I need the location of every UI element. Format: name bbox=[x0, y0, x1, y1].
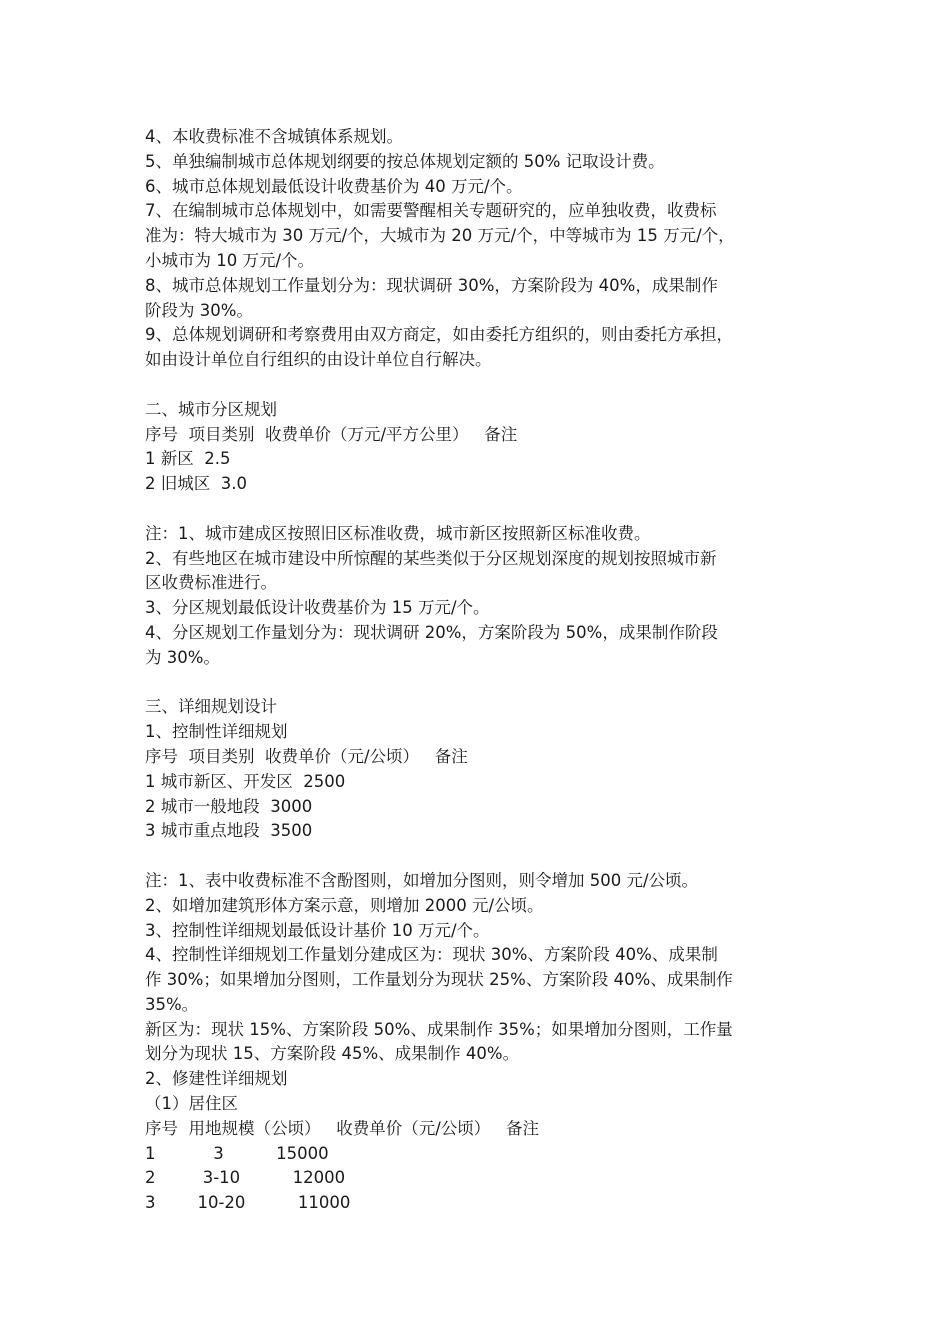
text-line: 准为：特大城市为 30 万元/个，大城市为 20 万元/个，中等城市为 15 万元/个， bbox=[145, 226, 735, 246]
text-line: 5、单独编制城市总体规划纲要的按总体规划定额的 50% 记取设计费。 bbox=[145, 151, 665, 171]
blank-line bbox=[145, 671, 825, 696]
text-line: 注：1、表中收费标准不含酚图则，如增加分图则，则令增加 500 元/公顷。 bbox=[145, 870, 699, 890]
text-line: 4、分区规划工作量划分为：现状调研 20%，方案阶段为 50%，成果制作阶段 bbox=[145, 622, 718, 642]
table-row: 1 城市新区、开发区 2500 bbox=[145, 771, 346, 791]
text-line: 作 30%；如果增加分图则，工作量划分为现状 25%、方案阶段 40%、成果制作 bbox=[145, 970, 733, 990]
blank-line bbox=[145, 844, 825, 869]
text-line: 划分为现状 15、方案阶段 45%、成果制作 40%。 bbox=[145, 1044, 520, 1064]
text-line: 9、总体规划调研和考察费用由双方商定，如由委托方组织的，则由委托方承担， bbox=[145, 325, 733, 345]
text-line: 为 30%。 bbox=[145, 647, 220, 667]
table-header: 序号 项目类别 收费单价（万元/平方公里） 备注 bbox=[145, 424, 518, 444]
text-line: 阶段为 30%。 bbox=[145, 300, 253, 320]
text-line: 7、在编制城市总体规划中，如需要警醒相关专题研究的，应单独收费，收费标 bbox=[145, 201, 717, 221]
blank-line bbox=[145, 373, 825, 398]
table-row: 3 城市重点地段 3500 bbox=[145, 821, 313, 841]
text-line: 注：1、城市建成区按照旧区标准收费，城市新区按照新区标准收费。 bbox=[145, 523, 651, 543]
text-line: 8、城市总体规划工作量划分为：现状调研 30%，方案阶段为 40%，成果制作 bbox=[145, 275, 718, 295]
table-header: 序号 用地规模（公顷） 收费单价（元/公顷） 备注 bbox=[145, 1118, 540, 1138]
subsection-heading: 1、控制性详细规划 bbox=[145, 722, 288, 742]
text-line: 新区为：现状 15%、方案阶段 50%、成果制作 35%；如果增加分图则，工作量 bbox=[145, 1019, 733, 1039]
text-line: 4、本收费标准不含城镇体系规划。 bbox=[145, 127, 403, 146]
table-row: 3 10-20 11000 bbox=[145, 1193, 351, 1213]
table-row: 2 3-10 12000 bbox=[145, 1168, 346, 1188]
blank-line bbox=[145, 497, 825, 522]
section-heading: 二、城市分区规划 bbox=[145, 399, 277, 419]
table-row: 2 城市一般地段 3000 bbox=[145, 796, 313, 816]
section-heading: 三、详细规划设计 bbox=[145, 697, 277, 717]
text-line: 3、分区规划最低设计收费基价为 15 万元/个。 bbox=[145, 598, 490, 618]
table-row: 1 新区 2.5 bbox=[145, 449, 231, 469]
text-line: 4、控制性详细规划工作量划分建成区为：现状 30%、方案阶段 40%、成果制 bbox=[145, 945, 718, 965]
text-line: 2、有些地区在城市建设中所惊醒的某些类似于分区规划深度的规划按照城市新 bbox=[145, 548, 717, 568]
table-row: 2 旧城区 3.0 bbox=[145, 474, 247, 494]
subsection-heading: （1）居住区 bbox=[145, 1094, 238, 1114]
text-line: 35%。 bbox=[145, 994, 199, 1014]
document-page bbox=[145, 125, 825, 1216]
subsection-heading: 2、修建性详细规划 bbox=[145, 1069, 288, 1089]
text-line: 3、控制性详细规划最低设计基价 10 万元/个。 bbox=[145, 920, 490, 940]
text-line: 6、城市总体规划最低设计收费基价为 40 万元/个。 bbox=[145, 176, 523, 196]
table-row: 1 3 15000 bbox=[145, 1143, 329, 1163]
table-header: 序号 项目类别 收费单价（元/公顷） 备注 bbox=[145, 746, 468, 766]
text-line: 如由设计单位自行组织的由设计单位自行解决。 bbox=[145, 350, 492, 370]
text-line: 小城市为 10 万元/个。 bbox=[145, 250, 315, 270]
text-line: 区收费标准进行。 bbox=[145, 573, 277, 593]
text-line: 2、如增加建筑形体方案示意，则增加 2000 元/公顷。 bbox=[145, 895, 544, 915]
